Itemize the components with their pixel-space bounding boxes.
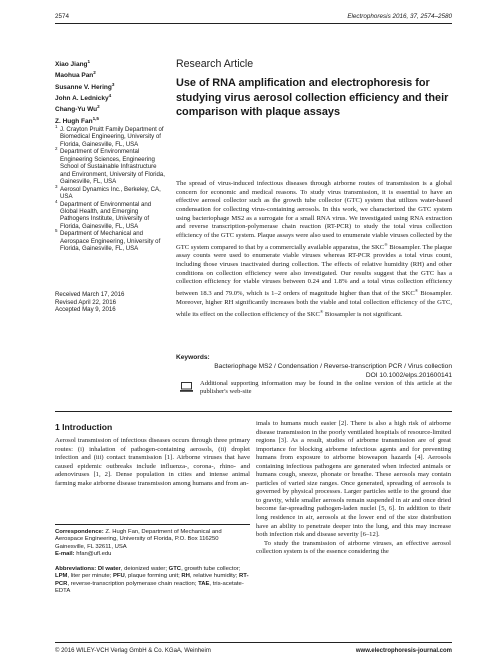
affiliation	[55, 148, 165, 185]
affiliation-mark: 5	[55, 228, 58, 234]
correspondence-text: Z. Hugh Fan, Department of Mechanical and Aerospace Engineering, University of Florida, P.O. Box 116250 Gainesville, FL 32611, USA	[55, 529, 222, 550]
author-list	[55, 58, 165, 126]
header-rule	[55, 23, 452, 24]
abbreviations-note	[55, 566, 250, 595]
correspondence-note	[55, 529, 250, 558]
affiliation	[55, 126, 165, 148]
author-name: Susanne V. Hering$^3$	[55, 81, 115, 91]
author-name: Xiao Jiang$^1$	[55, 59, 91, 69]
affiliation-mark: 1	[55, 124, 58, 129]
abbreviation-definition: , liter per minute;	[67, 573, 112, 580]
author-name: Chang-Yu Wu$^2$	[55, 104, 100, 114]
abbreviation-definition: , tris-acetate-EDTA	[55, 580, 244, 594]
intro-left-column: Aerosol transmission of infectious diseases occurs through three primary routes: (i) inhalation of pathogen-containing aerosols, (ii) droplet infection and (iii) contact transmission [1]. Airborne viruses that have caused epidemic outbreaks include influenza-, corona-, rhino- and adenoviruses [1, 2]. Dense population in cities and intense animal farming make airborne disease transmission among humans and from an-	[55, 437, 250, 487]
affiliation	[55, 230, 165, 252]
author-name: John A. Lednicky$^4$	[55, 93, 112, 103]
abbreviations-label: Abbreviations:	[55, 566, 97, 572]
footnote-rule	[55, 524, 250, 525]
abbreviation-term: RT-PCR	[55, 573, 249, 587]
intro-paragraph-1: imals to humans much easier [2]. There is also a high risk of airborne disease transmission in the poorly ventilated hospitals of resource-limited regions [3]. As a result, studies of airborne transmission are of great importance for blocking airborne infectious agents and for preventing humans from exposure to airborne bioweapon hazards [4]. Aerosols containing infectious pathogens are generated when infected animals or humans cough, sneeze, phonate or breathe. These aerosols may contain particles of varied size ranges. Once generated, spreading of aerosols is governed by physical processes. Larger particles settle to the ground due to gravity, while smaller aerosols remain suspended in air and once dried become far-spreading pathogen-laden nuclei [5, 6]. In addition to their long residence in air, aerosols at the lower end of the size distribution have an ability to penetrate deeper into the lung, and this may increase both infection risk and disease severity [6–12].	[256, 420, 451, 539]
intro-right-column	[256, 420, 451, 557]
journal-citation: Electrophoresis 2016, 37, 2574–2580	[347, 13, 452, 20]
introduction-heading: 1 Introduction	[55, 422, 113, 432]
author-name: Z. Hugh Fan$^{1,5}$	[55, 115, 99, 125]
affiliation-mark: 3	[55, 183, 58, 189]
affiliation-text: J. Crayton Pruitt Family Department of Biomedical Engineering, University of Florida, Gainesville, FL, USA	[60, 126, 164, 148]
article-title: Use of RNA amplification and electrophoresis for studying virus aerosol collection efficiency and their comparison with plaque assays	[176, 77, 449, 119]
abbreviation-term: GTC	[168, 566, 182, 572]
journal-website[interactable]: www.electrophoresis-journal.com	[355, 648, 452, 654]
abbreviation-definition: , relative humidity;	[189, 573, 238, 580]
doi: DOI 10.1002/elps.201600141	[365, 371, 452, 379]
abbreviation-definition: , growth tube collector;	[181, 566, 241, 572]
author-affiliation-mark: 2	[93, 70, 96, 76]
email-address[interactable]: hfan@ufl.edu	[74, 550, 112, 557]
author-affiliation-mark: 3	[111, 81, 115, 87]
affiliation-text: Department of Environmental and Global Health, and Emerging Pathogens Institute, University of Florida, Gainesville, FL, USA	[60, 200, 152, 230]
affiliation-mark: 4	[55, 198, 58, 204]
abbreviation-term: LPM	[55, 573, 68, 580]
keywords	[176, 363, 452, 380]
author-affiliation-mark: 1	[87, 59, 91, 64]
affiliation-text: Department of Mechanical and Aerospace Engineering, University of Florida, Gainesville, FL, USA	[60, 230, 161, 253]
abbreviation-definition: , deionized water;	[120, 566, 167, 572]
registered-mark: ®	[319, 308, 324, 314]
abbreviation-term: RH	[181, 573, 190, 580]
abbreviation-term: TAE	[198, 580, 210, 587]
computer-icon	[180, 382, 193, 392]
intro-paragraph-2: To study the transmission of airborne viruses, an effective aerosol collection system is of the essence considering the	[256, 539, 451, 556]
author-affiliation-mark: 2	[97, 104, 100, 110]
email-label: E-mail:	[55, 550, 75, 557]
affiliation-text: Department of Environmental Engineering Sciences, Engineering School of Sustainable Infrastructure and Environment, University of Florida, Gainesville, FL, USA	[60, 148, 165, 186]
revised-date: Revised April 22, 2016	[55, 298, 116, 306]
affiliation-text: Aerosol Dynamics Inc., Berkeley, CA, USA	[60, 185, 161, 201]
abbreviation-definition: , reverse-transcription polymerase chain reaction;	[67, 580, 197, 587]
author-affiliation-mark: 1,5	[92, 115, 99, 121]
received-date: Received March 17, 2016	[55, 291, 125, 298]
article-dates	[55, 291, 165, 314]
abbreviation-term: PFU	[112, 573, 125, 580]
author-affiliation-mark: 4	[108, 93, 112, 99]
keyword-list: Bacteriophage MS2 / Condensation / Reverse-transcription PCR / Virus collection	[214, 363, 452, 370]
correspondence-label: Correspondence:	[55, 529, 104, 535]
affiliation-list	[55, 126, 165, 253]
page-number: 2574	[55, 13, 70, 20]
abbreviation-definition: , plaque forming unit;	[124, 573, 180, 580]
registered-mark: ®	[384, 241, 388, 247]
supporting-info-note: Additional supporting information may be found in the online version of this article at the publisher's web-site	[200, 380, 452, 396]
affiliation	[55, 183, 165, 201]
affiliation-mark: 2	[55, 146, 58, 152]
registered-mark: ®	[414, 288, 419, 294]
section-rule	[55, 411, 452, 412]
author-name: Maohua Pan$^2$	[55, 70, 96, 80]
abstract: The spread of virus-induced infectious diseases through airborne routes of transmission is a global concern for economic and medical reasons. To study virus transmission, it is essential to have an effective aerosol collector such as the growth tube collector (GTC) system that utilizes water-based condensation for collecting virus-containing aerosols. In this work, we characterized the GTC system using bacteriophage MS2 as a surrogate for a small RNA virus. We investigated using RNA extraction and reverse transcription-polymerase chain reaction (RT-PCR) to study the total virus collection efficiency of the GTC system. Plaque assays were also used to enumerate viable viruses collected by the GTC system compared to that by a commercially available apparatus, the SKC® Biosampler. The plaque assay counts were used to enumerate viable viruses whereas RT-PCR provides a total virus count, including those viruses inactivated during collection. The effects of relative humidity (RH) and other conditions on collection efficiency were also investigated. Our results suggest that the GTC has a collection efficiency for viable viruses between 0.24 and 1.8% and a total virus collection efficiency between 18.3 and 79.0%, which is 1–2 orders of magnitude higher than that of the SKC® Biosampler. Moreover, higher RH significantly increases both the viable and total collection efficiency of the GTC, while its effect on the collection efficiency of the SKC® Biosampler is not significant.	[176, 180, 452, 318]
keywords-label: Keywords:	[176, 354, 210, 361]
section-label: Research Article	[176, 58, 254, 70]
accepted-date: Accepted May 9, 2016	[55, 306, 116, 314]
footer-rule	[55, 642, 452, 643]
affiliation	[55, 198, 165, 231]
abbreviation-term: DI water	[97, 566, 121, 572]
copyright: © 2016 WILEY-VCH Verlag GmbH & Co. KGaA, Weinheim	[55, 648, 211, 654]
